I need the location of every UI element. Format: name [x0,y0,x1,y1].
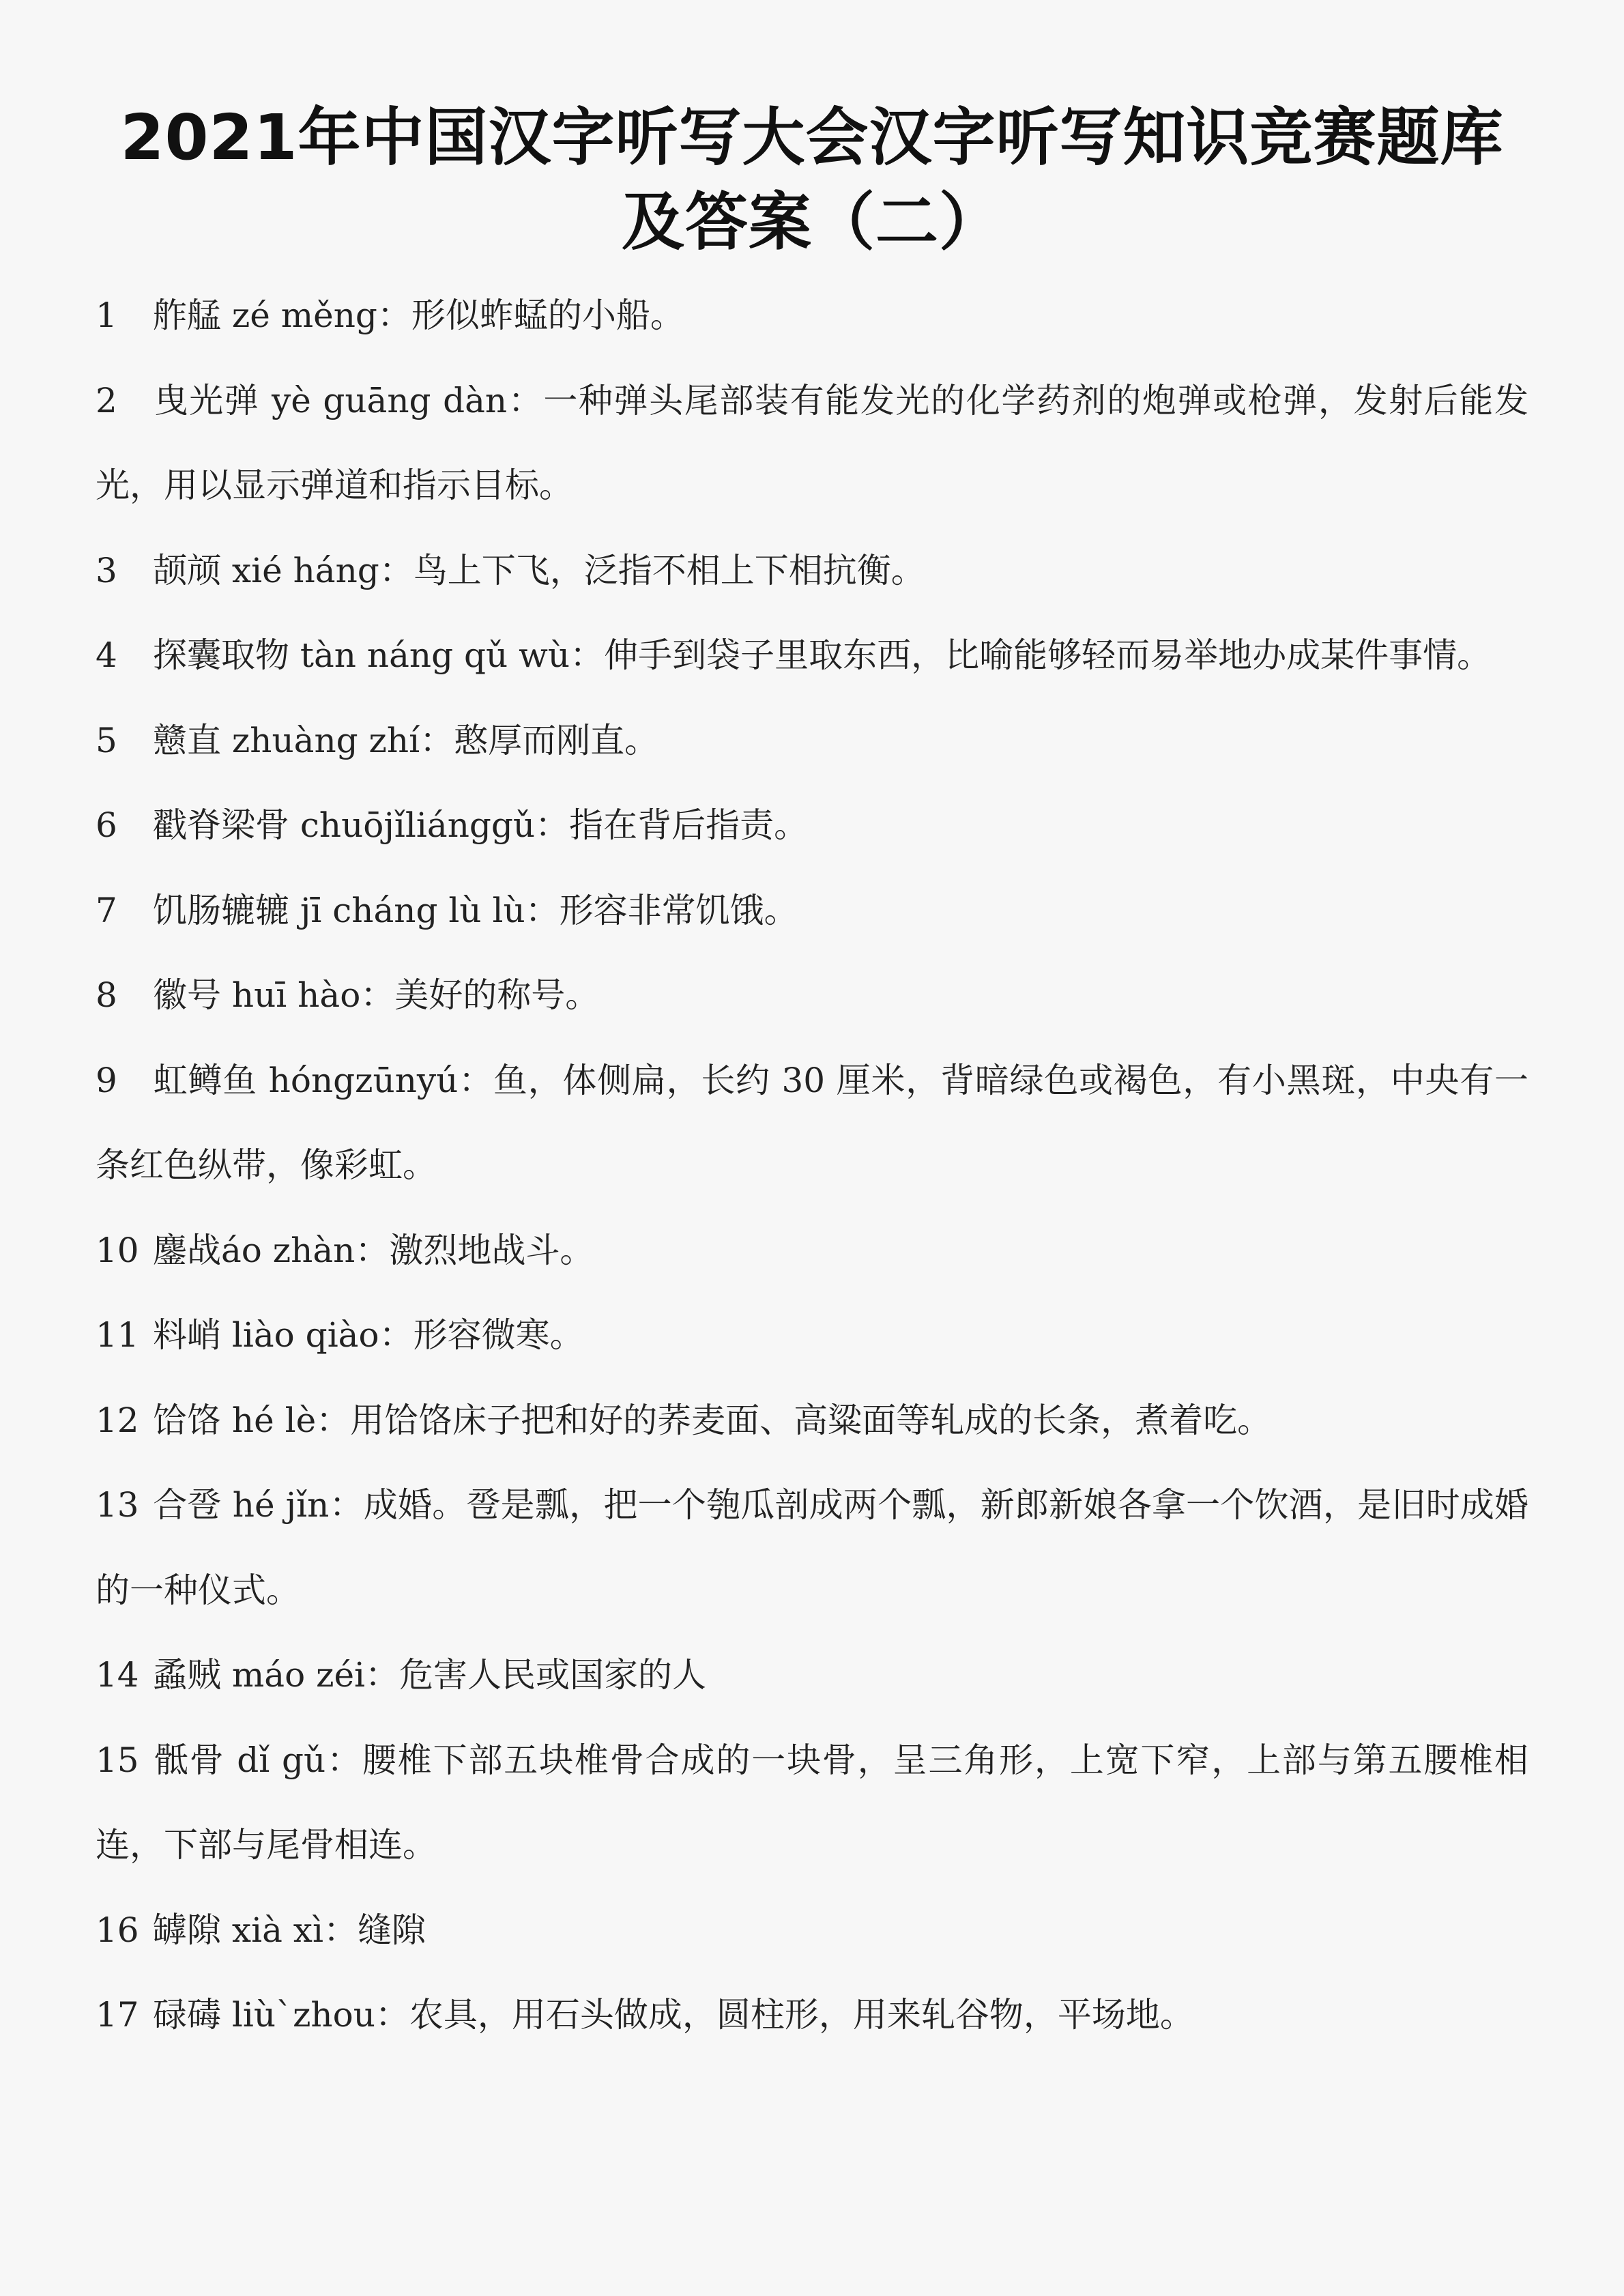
list-item [96,953,1528,1038]
entry-number: 17 [96,1995,139,2035]
list-item [96,273,1528,358]
entry-number: 14 [96,1655,139,1695]
page-title [96,96,1528,265]
entry-number: 16 [96,1910,139,1950]
list-item [96,613,1528,698]
entry-number: 12 [96,1400,139,1440]
list-item [96,783,1528,868]
entry-number: 7 [96,890,117,930]
entry-number: 6 [96,805,117,845]
entry-text: 戆直 zhuàng zhí：憨厚而刚直。 [153,720,659,760]
entry-number: 10 [96,1230,139,1270]
list-item [96,1293,1528,1378]
entry-text: 虹鳟鱼 hóngzūnyú：鱼，体侧扁，长约 30 厘米，背暗绿色或褐色，有小黑斑，中央有一条红色纵带，像彩虹。 [96,1060,1528,1185]
entry-text: 颉颃 xié háng：鸟上下飞，泛指不相上下相抗衡。 [153,550,925,590]
list-item [96,358,1528,528]
entry-text: 骶骨 dǐ gǔ：腰椎下部五块椎骨合成的一块骨，呈三角形，上宽下窄，上部与第五腰椎相连，下部与尾骨相连。 [96,1740,1528,1865]
entry-text: 碌碡 liù`zhou：农具，用石头做成，圆柱形，用来轧谷物，平场地。 [153,1995,1194,2035]
entry-text: 合卺 hé jǐn：成婚。卺是瓢，把一个匏瓜剖成两个瓢，新郎新娘各拿一个饮酒，是旧时成婚的一种仪式。 [96,1485,1528,1610]
list-item [96,1463,1528,1633]
entry-number: 15 [96,1740,139,1780]
list-item [96,1633,1528,1718]
entry-text: 罅隙 xià xì：缝隙 [153,1910,426,1950]
list-item [96,1378,1528,1463]
list-item [96,1972,1528,2058]
entry-text: 鏖战áo zhàn：激烈地战斗。 [153,1230,594,1270]
entry-number: 5 [96,720,117,760]
title-line-1: 2021年中国汉字听写大会汉字听写知识竞赛题库 [120,101,1504,174]
list-item [96,1718,1528,1888]
entry-number: 9 [96,1060,117,1100]
entry-text: 蟊贼 máo zéi：危害人民或国家的人 [153,1655,707,1695]
entry-number: 8 [96,975,117,1015]
entry-text: 戳脊梁骨 chuōjǐliánggǔ：指在背后指责。 [153,805,809,845]
entry-number: 4 [96,635,117,675]
entry-text: 舴艋 zé měng：形似蚱蜢的小船。 [153,296,684,335]
list-item [96,698,1528,784]
entry-number: 1 [96,296,117,335]
entry-text: 曳光弹 yè guāng dàn：一种弹头尾部装有能发光的化学药剂的炮弹或枪弹，发射后能发光，用以显示弹道和指示目标。 [96,380,1528,505]
entry-number: 2 [96,380,117,420]
entry-number: 13 [96,1485,139,1525]
entry-text: 饥肠辘辘 jī cháng lù lù：形容非常饥饿。 [153,890,798,930]
list-item [96,528,1528,614]
entry-number: 3 [96,550,117,590]
title-line-2: 及答案（二） [621,186,1002,259]
entry-text: 料峭 liào qiào：形容微寒。 [153,1315,584,1355]
entry-list [96,273,1528,2058]
entry-text: 探囊取物 tàn náng qǔ wù：伸手到袋子里取东西，比喻能够轻而易举地办成某件事情。 [153,635,1492,675]
entry-text: 饸饹 hé lè：用饸饹床子把和好的荞麦面、高粱面等轧成的长条，煮着吃。 [153,1400,1272,1440]
entry-number: 11 [96,1315,139,1355]
entry-text: 徽号 huī hào：美好的称号。 [153,975,600,1015]
list-item [96,868,1528,953]
list-item [96,1208,1528,1293]
list-item [96,1888,1528,1973]
list-item [96,1038,1528,1208]
